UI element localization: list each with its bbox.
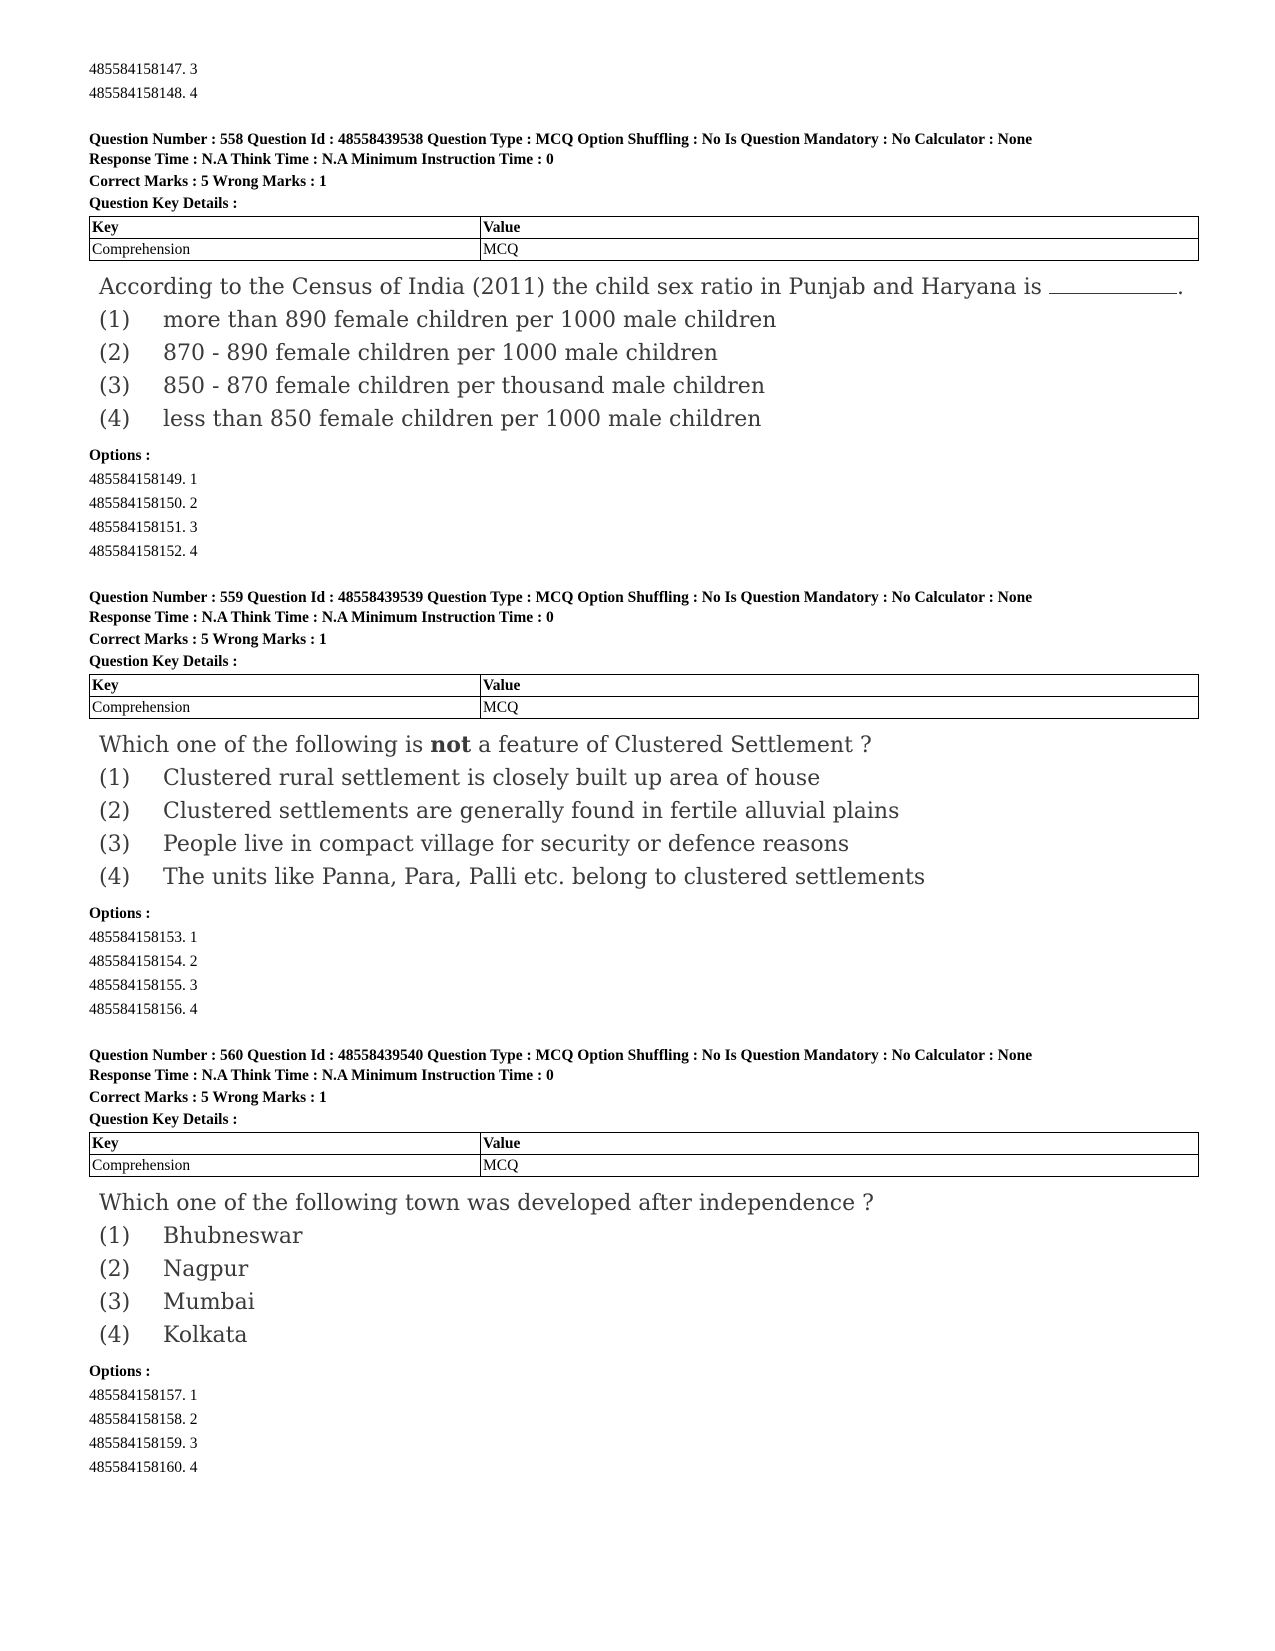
document-page — [89, 58, 1199, 1480]
table-header-key: Key — [90, 217, 481, 239]
answer-choice: (4) Kolkata — [99, 1323, 248, 1348]
question-block-558 — [89, 130, 1199, 564]
key-details-label: Question Key Details : — [89, 1111, 238, 1128]
options-label: Options : — [89, 1363, 151, 1380]
question-meta: Question Number : 560 Question Id : 48558439540 Question Type : MCQ Option Shuffling : No Is Question Mandatory : No Calculator : None — [89, 1047, 1033, 1064]
question-marks: Correct Marks : 5 Wrong Marks : 1 — [89, 173, 327, 190]
table-cell-key: Comprehension — [90, 1155, 481, 1177]
question-marks: Correct Marks : 5 Wrong Marks : 1 — [89, 631, 327, 648]
option-id: 485584158156. 4 — [89, 1001, 198, 1018]
question-content — [99, 271, 1199, 436]
question-marks: Correct Marks : 5 Wrong Marks : 1 — [89, 1089, 327, 1106]
option-id: 485584158152. 4 — [89, 543, 198, 560]
option-id: 485584158157. 1 — [89, 1387, 198, 1404]
question-content — [99, 729, 1199, 894]
key-details-label: Question Key Details : — [89, 195, 238, 212]
previous-options-list — [89, 58, 1199, 106]
key-value-table — [89, 1132, 1199, 1177]
answer-blank — [1049, 275, 1177, 294]
table-header-value: Value — [481, 1133, 1199, 1155]
question-text: Which one of the following town was developed after independence ? — [99, 1191, 874, 1216]
key-value-table — [89, 216, 1199, 261]
table-cell-key: Comprehension — [90, 697, 481, 719]
answer-choice: (4) less than 850 female children per 1000 male children — [99, 407, 762, 432]
answer-choice: (1) Bhubneswar — [99, 1224, 303, 1249]
option-id: 485584158153. 1 — [89, 929, 198, 946]
option-id: 485584158148. 4 — [89, 85, 198, 102]
option-id: 485584158147. 3 — [89, 61, 198, 78]
question-meta: Question Number : 559 Question Id : 48558439539 Question Type : MCQ Option Shuffling : No Is Question Mandatory : No Calculator : None — [89, 589, 1033, 606]
option-id: 485584158155. 3 — [89, 977, 198, 994]
key-value-table — [89, 674, 1199, 719]
answer-choice: (2) Nagpur — [99, 1257, 249, 1282]
option-id: 485584158151. 3 — [89, 519, 198, 536]
answer-choice: (4) The units like Panna, Para, Palli etc. belong to clustered settlements — [99, 865, 926, 890]
answer-choice: (3) People live in compact village for security or defence reasons — [99, 832, 850, 857]
question-text: Which one of the following is not a feature of Clustered Settlement ? — [99, 732, 872, 758]
table-header-key: Key — [90, 675, 481, 697]
option-id: 485584158150. 2 — [89, 495, 198, 512]
options-label: Options : — [89, 905, 151, 922]
table-header-value: Value — [481, 675, 1199, 697]
question-timing: Response Time : N.A Think Time : N.A Minimum Instruction Time : 0 — [89, 151, 554, 168]
answer-choice: (1) Clustered rural settlement is closely built up area of house — [99, 766, 821, 791]
option-id: 485584158159. 3 — [89, 1435, 198, 1452]
option-id: 485584158158. 2 — [89, 1411, 198, 1428]
answer-choice: (1) more than 890 female children per 1000 male children — [99, 308, 777, 333]
table-header-value: Value — [481, 217, 1199, 239]
question-block-560 — [89, 1046, 1199, 1480]
question-content — [99, 1187, 1199, 1352]
option-id: 485584158160. 4 — [89, 1459, 198, 1476]
answer-choice: (2) 870 - 890 female children per 1000 male children — [99, 341, 718, 366]
answer-choice: (3) Mumbai — [99, 1290, 255, 1315]
option-id: 485584158154. 2 — [89, 953, 198, 970]
table-cell-value: MCQ — [481, 239, 1199, 261]
answer-choice: (2) Clustered settlements are generally found in fertile alluvial plains — [99, 799, 900, 824]
question-meta: Question Number : 558 Question Id : 48558439538 Question Type : MCQ Option Shuffling : No Is Question Mandatory : No Calculator : None — [89, 131, 1033, 148]
table-cell-value: MCQ — [481, 1155, 1199, 1177]
question-block-559 — [89, 588, 1199, 1022]
table-cell-key: Comprehension — [90, 239, 481, 261]
table-header-key: Key — [90, 1133, 481, 1155]
table-cell-value: MCQ — [481, 697, 1199, 719]
option-id: 485584158149. 1 — [89, 471, 198, 488]
key-details-label: Question Key Details : — [89, 653, 238, 670]
question-text: According to the Census of India (2011) the child sex ratio in Punjab and Haryana is . — [99, 275, 1184, 300]
answer-choice: (3) 850 - 870 female children per thousand male children — [99, 374, 765, 399]
question-timing: Response Time : N.A Think Time : N.A Minimum Instruction Time : 0 — [89, 609, 554, 626]
options-label: Options : — [89, 447, 151, 464]
question-timing: Response Time : N.A Think Time : N.A Minimum Instruction Time : 0 — [89, 1067, 554, 1084]
